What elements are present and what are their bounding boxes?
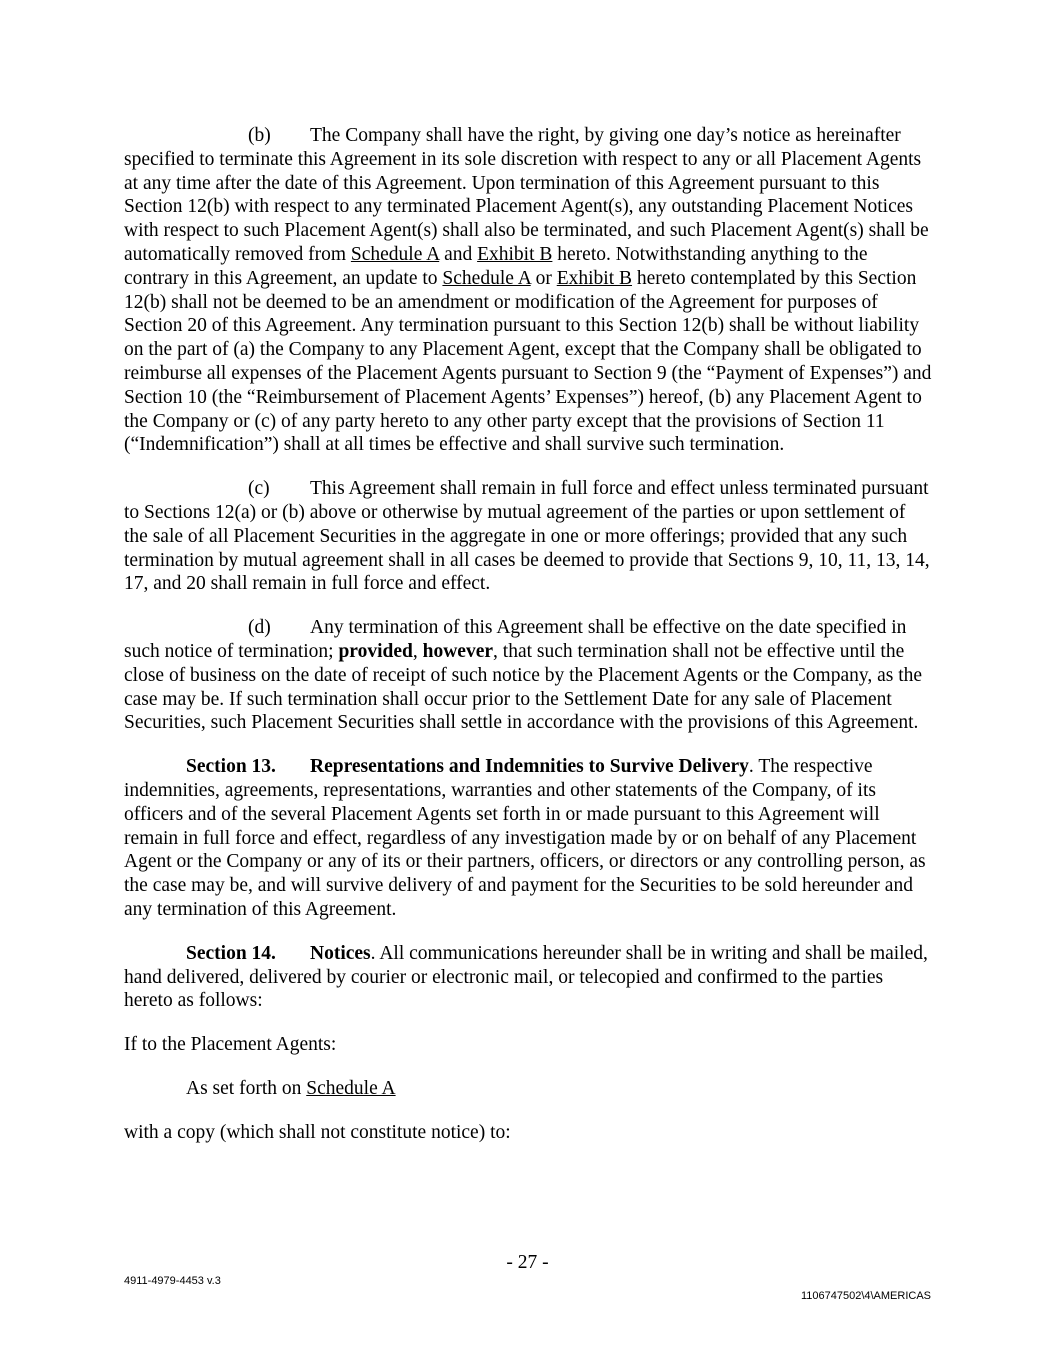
paragraph-label: (c): [248, 478, 270, 500]
document-body: [124, 124, 932, 1164]
document-reference: 1106747502\4\AMERICAS: [800, 1290, 931, 1302]
paragraph-12b: [124, 124, 932, 457]
paragraph-12d: [124, 616, 932, 735]
schedule-a-reference: Schedule A: [306, 1077, 396, 1099]
bold-term: however: [422, 640, 494, 662]
as-set-forth-line: [124, 1077, 932, 1101]
document-id: 4911-4979-4453 v.3: [124, 1275, 221, 1287]
section-13: [124, 755, 932, 922]
section-number: Section 14.: [186, 942, 276, 964]
schedule-a-reference: Schedule A: [442, 267, 531, 289]
paragraph-text: Any termination of this Agreement shall be effective on the date specified in such notice of termination;: [124, 617, 907, 662]
schedule-a-reference: Schedule A: [350, 243, 440, 265]
paragraph-label: (d): [248, 617, 271, 639]
exhibit-b-reference: Exhibit B: [477, 243, 553, 265]
section-title: Representations and Indemnities to Survive Delivery: [310, 756, 749, 778]
with-copy-line: with a copy (which shall not constitute notice) to:: [124, 1121, 511, 1143]
line-text: As set forth on: [186, 1077, 307, 1099]
paragraph-text: hereto contemplated by this Section 12(b) shall not be deemed to be an amendment or modification of the Agreement for purposes of Section 20 of this Agreement. Any termination pursuant to this Section 12(b) shall be without liability on the part of (a) the Company to any Placement Agent, except that the Company shall be obligated to reimburse all expenses of the Placement Agents pursuant to Section 9 (the “Payment of Expenses”) and Section 10 (the “Reimbursement of Placement Agents’ Expenses”) hereof, (b) any Placement Agent to the Company or (c) of any party hereto to any other party except that the provisions of Section 11 (“Indemnification”) shall at all times be effective and shall survive such termination.: [124, 267, 932, 456]
page-number: - 27 -: [506, 1252, 549, 1273]
paragraph-text: hereto. Notwithstanding anything to the contrary in this Agreement, an update to: [124, 243, 868, 289]
paragraph-text: , that such termination shall not be effective until the close of business on the date of receipt of such notice by the Placement Agents or the Company, as the case may be. If such termination shall occur prior to the Settlement Date for any sale of Placement Securities, such Placement Securities shall settle in accordance with the provisions of this Agreement.: [124, 640, 923, 734]
exhibit-b-reference: Exhibit B: [556, 267, 633, 289]
paragraph-text: or: [530, 267, 557, 289]
section-14: [124, 942, 932, 1013]
bold-term: provided: [338, 640, 413, 662]
section-text: . All communications hereunder shall be in writing and shall be mailed, hand delivered, delivered by courier or electronic mail, or telecopied and confirmed to the parties hereto as follows:: [124, 942, 928, 1012]
paragraph-text: and: [439, 243, 478, 265]
section-title: Notices: [310, 942, 371, 964]
paragraph-text: This Agreement shall remain in full force and effect unless terminated pursuant to Sections 12(a) or (b) above or otherwise by mutual agreement of the parties or upon settlement of the sale of all Placement Securities in the aggregate in one or more offerings; provided that any such termination by mutual agreement shall in all cases be deemed to provide that Sections 9, 10, 11, 13, 14, 17, and 20 shall remain in full force and effect.: [124, 478, 930, 595]
if-to-line: If to the Placement Agents:: [124, 1034, 337, 1056]
section-text: . The respective indemnities, agreements, representations, warranties and other statements of the Company, of its officers and of the several Placement Agents set forth in or made pursuant to this Agreement will remain in full force and effect, regardless of any investigation made by or on behalf of any Placement Agent or the Company or any of its or their partners, officers, or directors or any controlling person, as the case may be, and will survive delivery of and payment for the Securities to be sold hereunder and any termination of this Agreement.: [124, 756, 926, 920]
section-number: Section 13.: [186, 756, 276, 778]
paragraph-12c: [124, 477, 932, 596]
paragraph-label: (b): [248, 125, 271, 146]
paragraph-text: The Company shall have the right, by giving one day’s notice as hereinafter specified to terminate this Agreement in its sole discretion with respect to any or all Placement Agents at any time after the date of this Agreement. Upon termination of this Agreement pursuant to this Section 12(b) with respect to any terminated Placement Agent(s), any outstanding Placement Notices with respect to such Placement Agent(s) shall also be terminated, and such Placement Agent(s) shall be automatically removed from: [124, 125, 929, 265]
paragraph-text: ,: [412, 640, 423, 662]
